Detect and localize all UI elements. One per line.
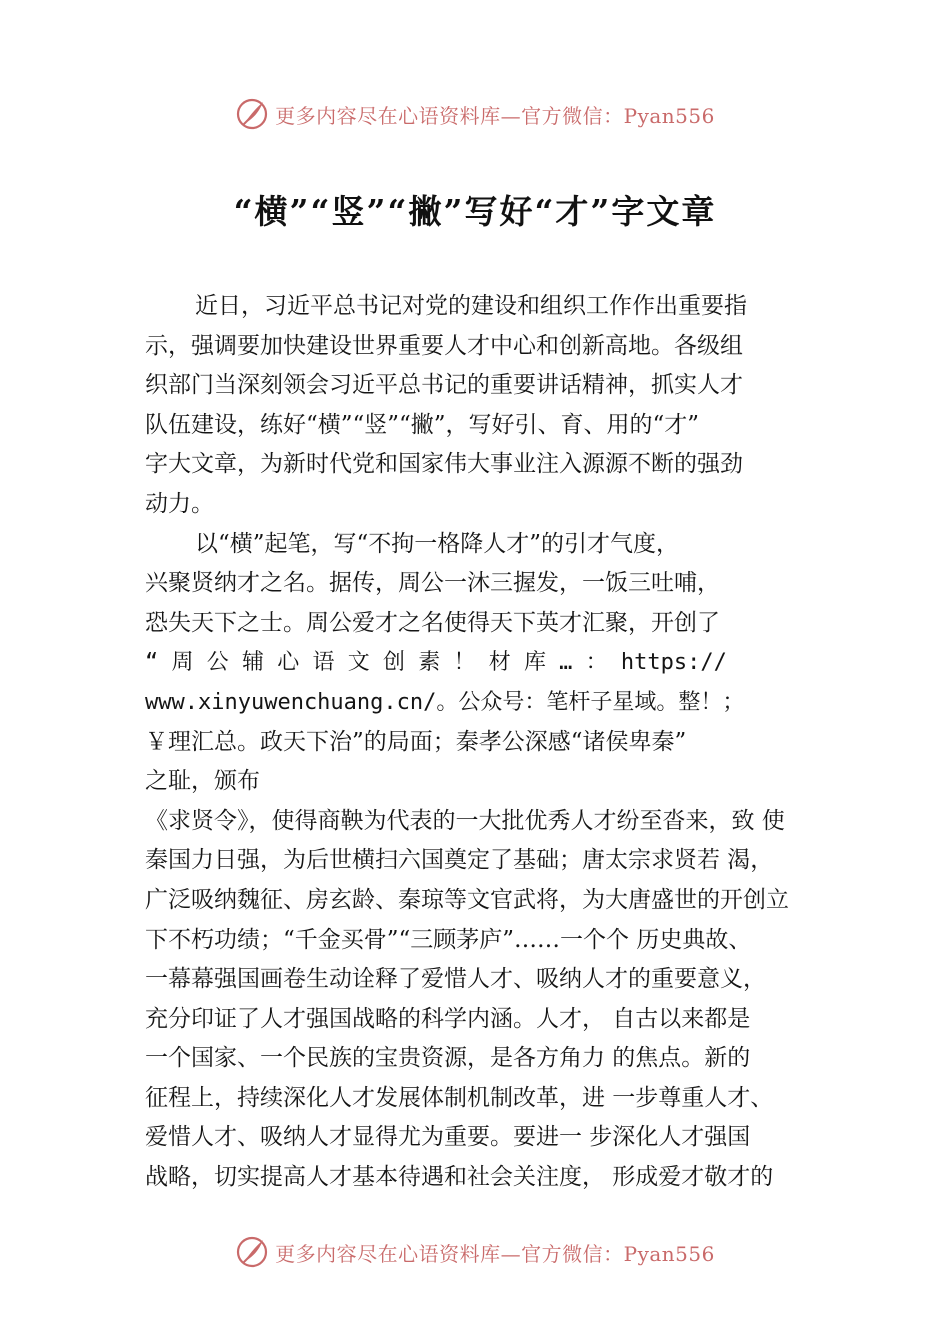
body-line: 一幕幕强国画卷生动诠释了爱惜人才、吸纳人才的重要意义，: [145, 966, 766, 993]
body-line: 近日，习近平总书记对党的建设和组织工作作出重要指: [195, 293, 747, 319]
body-line: 之耻，颁布: [145, 768, 260, 795]
footer-watermark: [0, 1232, 950, 1272]
body-line: 织部门当深刻领会习近平总书记的重要讲话精神，抓实人才: [145, 372, 743, 399]
body-line: 一个国家、一个民族的宝贵资源，是各方角力 的焦点。新的: [145, 1045, 751, 1072]
body-line: 秦国力日强，为后世横扫六国奠定了基础；唐太宗求贤若 渴，: [145, 847, 774, 874]
body-line: 队伍建设，练好“横”“竖”“撇”，写好引、育、用的“才”: [145, 411, 700, 438]
quill-logo-icon: [235, 1235, 269, 1269]
body-line: 示，强调要加快建设世界重要人才中心和创新高地。各级组: [145, 332, 743, 359]
body-line: 动力。: [145, 490, 214, 517]
body-line: 字大文章，为新时代党和国家伟大事业注入源源不断的强劲: [145, 451, 743, 478]
article-body: [145, 287, 835, 1198]
body-line: ￥理汇总。政天下治”的局面；秦孝公深感“诸侯卑秦”: [145, 728, 687, 755]
watermark-text: 更多内容尽在心语资料库—官方微信：Pyan556: [275, 1241, 715, 1266]
body-line: 充分印证了人才强国战略的科学内涵。人才， 自古以来都是: [145, 1005, 751, 1032]
body-line: www.xinyuwenchuang.cn/。公众号：笔杆子星域。整！；: [145, 689, 745, 715]
body-line: 战略，切实提高人才基本待遇和社会关注度， 形成爱才敬才的: [145, 1164, 774, 1191]
article-title: “横”“竖”“撇”写好“才”字文章: [233, 192, 717, 231]
body-line: “ 周 公 辅 心 语 文 创 素 ！ 材 库 … ： https://: [145, 650, 727, 676]
watermark-text: 更多内容尽在心语资料库—官方微信：Pyan556: [275, 103, 715, 128]
header-watermark: [0, 94, 950, 134]
body-line: 爱惜人才、吸纳人才显得尤为重要。要进一 步深化人才强国: [145, 1124, 751, 1151]
body-line: 恐失天下之士。周公爱才之名使得天下英才汇聚，开创了: [145, 609, 720, 636]
body-line: 下不朽功绩；“千金买骨”“三顾茅庐”……一个个 历史典故、: [145, 926, 752, 953]
body-line: 兴聚贤纳才之名。据传，周公一沐三握发，一饭三吐哺，: [145, 570, 720, 597]
body-line: 征程上，持续深化人才发展体制机制改革，进 一步尊重人才、: [145, 1084, 774, 1111]
body-line: 以“横”起笔，写“不拘一格降人才”的引才气度，: [195, 530, 680, 557]
body-line: 《求贤令》，使得商鞅为代表的一大批优秀人才纷至沓来，致 使: [145, 807, 785, 834]
quill-logo-icon: [235, 97, 269, 131]
body-line: 广泛吸纳魏征、房玄龄、秦琼等文官武将，为大唐盛世的开创立: [145, 886, 789, 913]
